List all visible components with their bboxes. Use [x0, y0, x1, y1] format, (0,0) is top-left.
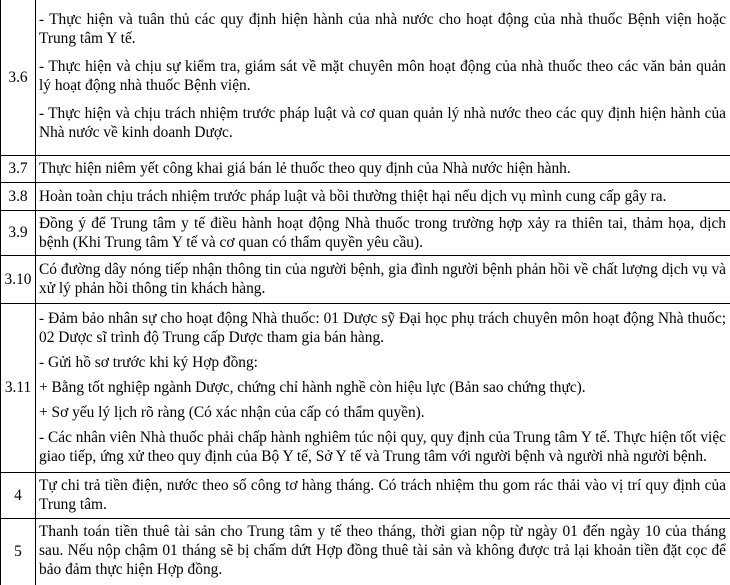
clause-paragraph: - Gửi hồ sơ trước khi ký Hợp đồng: — [39, 353, 726, 372]
clause-paragraph: - Thực hiện và chịu trách nhiệm trước pháp luật và cơ quan quản lý nhà nước theo các quy định hiện hành của Nhà nước về kinh doanh Dược. — [39, 104, 726, 142]
row-number: 3.9 — [1, 210, 36, 255]
table-row — [1, 303, 730, 472]
clause-paragraph: Có đường dây nóng tiếp nhận thông tin của người bệnh, gia đình người bệnh phản hồi về chất lượng dịch vụ và xử lý phản hồi thông tin khách hàng. — [39, 260, 726, 298]
row-content — [36, 182, 730, 210]
table-row — [1, 255, 730, 303]
table-row — [1, 182, 730, 210]
row-content — [36, 255, 730, 303]
table-row — [1, 472, 730, 518]
clause-paragraph: Thực hiện niêm yết công khai giá bán lẻ thuốc theo quy định của Nhà nước hiện hành. — [39, 159, 726, 178]
table-row — [1, 155, 730, 182]
clause-paragraph: + Sơ yếu lý lịch rõ ràng (Có xác nhận của cấp có thẩm quyền). — [39, 403, 726, 422]
row-number: 5 — [1, 518, 36, 585]
row-content — [36, 518, 730, 585]
clause-paragraph: Tự chi trả tiền điện, nước theo số công tơ hàng tháng. Có trách nhiệm thu gom rác thải vào vị trí quy định của Trung tâm. — [39, 476, 726, 514]
clause-paragraph: Đồng ý để Trung tâm y tế điều hành hoạt động Nhà thuốc trong trường hợp xảy ra thiên tai, thảm họa, dịch bệnh (Khi Trung tâm Y tế và cơ quan có thẩm quyền yêu cầu). — [39, 214, 726, 252]
row-content — [36, 210, 730, 255]
clause-paragraph: - Thực hiện và chịu sự kiểm tra, giám sát về mặt chuyên môn hoạt động của nhà thuốc theo các văn bản quản lý hoạt động nhà thuốc Bệnh viện. — [39, 57, 726, 95]
table-row — [1, 210, 730, 255]
clause-paragraph: - Các nhân viên Nhà thuốc phải chấp hành nghiêm túc nội quy, quy định của Trung tâm Y tế. Thực hiện tốt việc giao tiếp, ứng xử theo quy định của Bộ Y tế, Sở Y tế và Trung tâm với người bệnh và người nhà người bệnh. — [39, 428, 726, 466]
row-number: 3.10 — [1, 255, 36, 303]
row-number: 3.6 — [1, 0, 36, 155]
row-number: 3.7 — [1, 155, 36, 182]
row-content — [36, 0, 730, 155]
row-number: 3.11 — [1, 303, 36, 472]
clause-paragraph: - Đảm bảo nhân sự cho hoạt động Nhà thuốc: 01 Dược sỹ Đại học phụ trách chuyên môn hoạt động Nhà thuốc; 02 Dược sĩ trình độ Trung cấp Dược tham gia bán hàng. — [39, 309, 726, 347]
clause-paragraph: Hoàn toàn chịu trách nhiệm trước pháp luật và bồi thường thiệt hại nếu dịch vụ mình cung cấp gây ra. — [39, 187, 726, 206]
row-content — [36, 472, 730, 518]
table-row — [1, 0, 730, 155]
clause-paragraph: + Bằng tốt nghiệp ngành Dược, chứng chỉ hành nghề còn hiệu lực (Bản sao chứng thực). — [39, 378, 726, 397]
row-content — [36, 155, 730, 182]
clause-paragraph: Thanh toán tiền thuê tài sản cho Trung tâm y tế theo tháng, thời gian nộp từ ngày 01 đến ngày 10 của tháng sau. Nếu nộp chậm 01 tháng sẽ bị chấm dứt Hợp đồng thuê tài sản và không được trả lại khoản tiền đặt cọc để bảo đảm thực hiện Hợp đồng. — [39, 522, 726, 579]
table-row — [1, 518, 730, 585]
clause-paragraph: - Thực hiện và tuân thủ các quy định hiện hành của nhà nước cho hoạt động của nhà thuốc Bệnh viện hoặc Trung tâm Y tế. — [39, 10, 726, 48]
row-content — [36, 303, 730, 472]
row-number: 3.8 — [1, 182, 36, 210]
row-number: 4 — [1, 472, 36, 518]
